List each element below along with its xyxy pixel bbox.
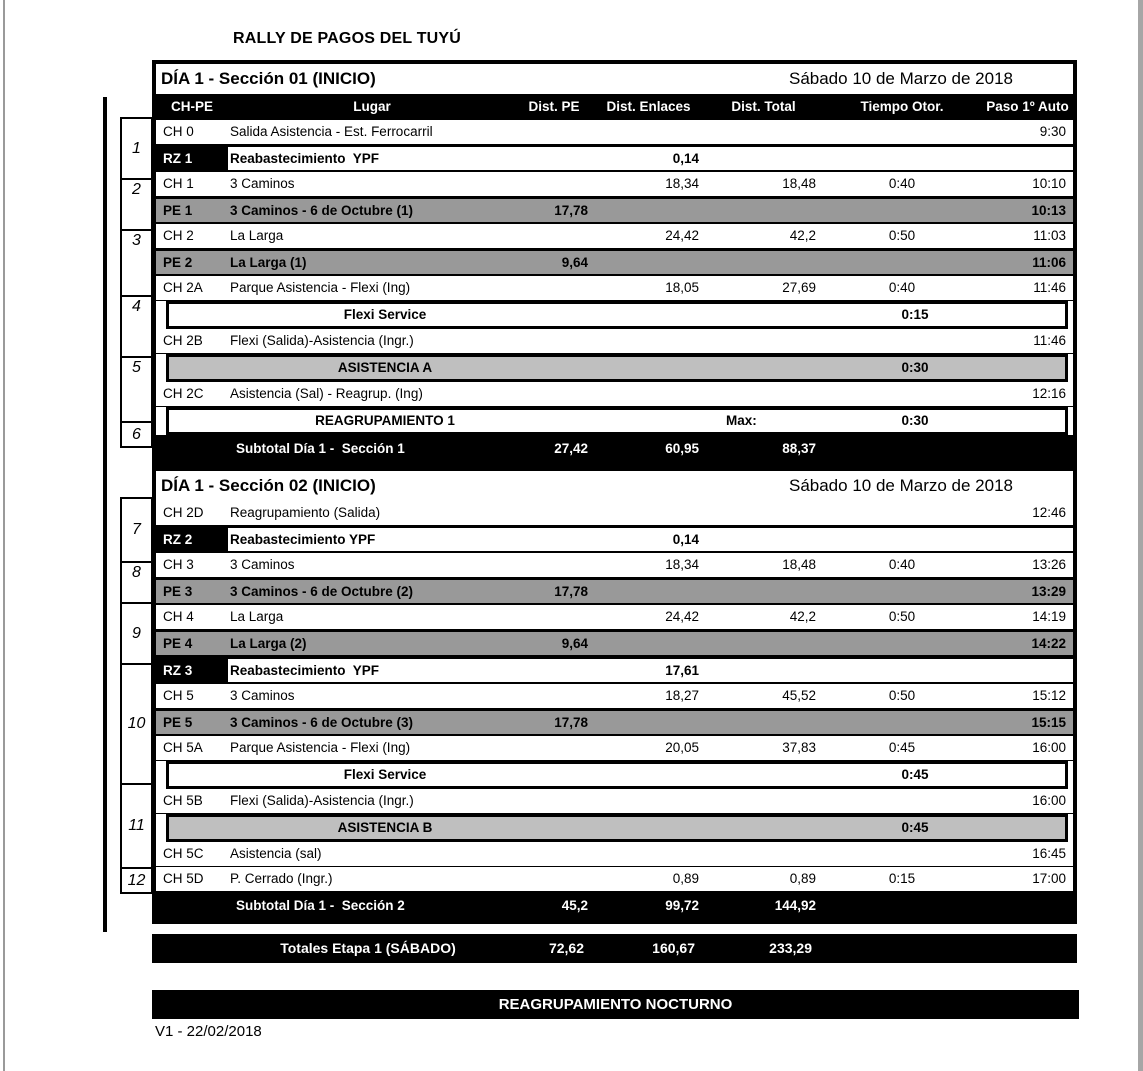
cell-tiempo-otor — [822, 147, 982, 170]
cell-lugar: Subtotal Día 1 - Sección 1 — [228, 435, 516, 463]
cell-dist-total — [718, 357, 835, 379]
row-subtotal — [156, 435, 1073, 463]
column-header-cell-dist-total: Dist. Total — [731, 99, 796, 114]
cell-lugar: Asistencia (Sal) - Reagrup. (Ing) — [230, 386, 423, 401]
cell-dist-enlaces: 18,34 — [665, 557, 699, 572]
cell-dist-enlaces — [605, 357, 718, 379]
cell-ch-pe: PE 2 — [156, 251, 228, 274]
cell-paso-1-auto — [982, 435, 1073, 463]
cell-lugar: Reabastecimiento YPF — [230, 532, 376, 547]
cell-ch-pe — [156, 892, 228, 920]
cell-lugar: Salida Asistencia - Est. Ferrocarril — [230, 124, 433, 139]
cell-dist-total — [718, 304, 835, 326]
cell-lugar: Flexi Service — [343, 307, 427, 322]
cell-ch-pe — [169, 764, 241, 786]
cell-dist-total — [718, 817, 835, 839]
cell-lugar: Parque Asistencia - Flexi (Ing) — [230, 280, 411, 295]
cell-dist-pe: 17,78 — [516, 580, 592, 603]
cell-tiempo-otor — [822, 528, 982, 551]
row-ch-1 — [156, 172, 1073, 197]
row-asistencia — [166, 814, 1068, 842]
cell-dist-pe — [516, 120, 592, 144]
cell-ch-pe: CH 2C — [163, 386, 204, 401]
margin-number-box-3: 3 — [120, 229, 153, 297]
cell-dist-pe: 72,62 — [548, 940, 584, 956]
cell-paso-1-auto: 9:30 — [1039, 124, 1066, 139]
cell-dist-pe: 9,64 — [516, 632, 592, 655]
cell-ch-pe: CH 2B — [163, 333, 203, 348]
cell-ch-pe: CH 5B — [163, 793, 203, 808]
cell-dist-total: 42,2 — [789, 228, 816, 243]
cell-dist-total — [705, 501, 822, 525]
cell-dist-total: Max: — [726, 413, 757, 428]
cell-paso-1-auto — [995, 764, 1065, 786]
row-ch-5c — [156, 842, 1073, 867]
cell-ch-pe: CH 5D — [163, 871, 204, 886]
row-service — [166, 301, 1068, 329]
section-title: DÍA 1 - Sección 02 (INICIO) — [161, 476, 376, 495]
cell-lugar: La Larga — [230, 228, 284, 243]
page-left-edge — [3, 0, 5, 1071]
cell-dist-enlaces: 99,72 — [592, 892, 705, 920]
cell-tiempo-otor — [822, 711, 982, 734]
cell-dist-enlaces: 24,42 — [665, 609, 699, 624]
row-asistencia — [166, 354, 1068, 382]
cell-tiempo-otor: 0:45 — [888, 740, 916, 755]
cell-dist-enlaces: 18,05 — [665, 280, 699, 295]
cell-tiempo-otor — [822, 659, 982, 682]
cell-lugar: Reabastecimiento YPF — [230, 151, 380, 166]
cell-dist-enlaces — [592, 199, 705, 222]
cell-tiempo-otor — [822, 251, 982, 274]
document-title: RALLY DE PAGOS DEL TUYÚ — [233, 30, 462, 47]
cell-tiempo-otor — [818, 934, 978, 963]
cell-lugar: La Larga (1) — [228, 251, 516, 274]
cell-dist-total: 18,48 — [782, 557, 816, 572]
row-pe-3 — [156, 578, 1073, 605]
row-pe-1 — [156, 197, 1073, 224]
row-ch-5b — [156, 789, 1073, 814]
cell-tiempo-otor — [822, 632, 982, 655]
cell-paso-1-auto: 15:15 — [982, 711, 1073, 734]
cell-dist-pe — [516, 659, 592, 682]
cell-dist-pe — [516, 528, 592, 551]
cell-dist-enlaces — [592, 842, 705, 866]
row-ch-4 — [156, 605, 1073, 630]
row-ch-2c — [156, 382, 1073, 407]
margin-number-box-12: 12 — [120, 867, 153, 894]
cell-ch-pe: PE 1 — [156, 199, 228, 222]
row-pe-5 — [156, 709, 1073, 736]
cell-dist-enlaces — [592, 251, 705, 274]
cell-lugar: ASISTENCIA A — [241, 357, 529, 379]
cell-dist-pe — [516, 553, 592, 577]
cell-tiempo-otor: 0:50 — [888, 228, 916, 243]
column-header-cell-tiempo-otor: Tiempo Otor. — [860, 99, 944, 114]
cell-paso-1-auto: 11:06 — [982, 251, 1073, 274]
cell-dist-enlaces: 160,67 — [652, 940, 695, 956]
cell-paso-1-auto: 13:29 — [982, 580, 1073, 603]
section-header — [156, 64, 1073, 94]
cell-dist-pe: 45,2 — [516, 892, 592, 920]
row-ch-5a — [156, 736, 1073, 761]
cell-paso-1-auto: 11:46 — [1033, 280, 1066, 295]
cell-dist-pe — [529, 764, 605, 786]
cell-dist-total — [705, 842, 822, 866]
cell-dist-pe: 27,42 — [516, 435, 592, 463]
cell-lugar: Flexi (Salida)-Asistencia (Ingr.) — [230, 793, 414, 808]
cell-dist-total: 37,83 — [782, 740, 816, 755]
cell-dist-pe — [516, 147, 592, 170]
cell-ch-pe — [169, 357, 241, 379]
cell-dist-pe — [516, 789, 592, 813]
cell-dist-enlaces — [592, 329, 705, 353]
cell-dist-enlaces — [605, 764, 718, 786]
row-service — [166, 761, 1068, 789]
cell-tiempo-otor — [822, 892, 982, 920]
cell-dist-enlaces: 0,89 — [672, 871, 699, 886]
cell-ch-pe: CH 1 — [163, 176, 194, 191]
section-header — [156, 471, 1073, 501]
cell-dist-total — [705, 199, 822, 222]
cell-paso-1-auto: 16:00 — [1032, 793, 1066, 808]
cell-paso-1-auto: 16:00 — [1032, 740, 1066, 755]
cell-dist-enlaces — [592, 501, 705, 525]
cell-dist-total: 18,48 — [782, 176, 816, 191]
cell-paso-1-auto: 16:45 — [1032, 846, 1066, 861]
cell-ch-pe: PE 4 — [156, 632, 228, 655]
section-date: Sábado 10 de Marzo de 2018 — [788, 476, 1013, 495]
cell-lugar: 3 Caminos - 6 de Octubre (3) — [228, 711, 516, 734]
cell-ch-pe: CH 5A — [163, 740, 203, 755]
cell-paso-1-auto: 11:03 — [1033, 228, 1066, 243]
cell-dist-total — [705, 789, 822, 813]
row-rz-1 — [156, 145, 1073, 172]
cell-dist-pe — [516, 867, 592, 891]
cell-paso-1-auto: 14:19 — [1032, 609, 1066, 624]
cell-lugar: 3 Caminos - 6 de Octubre (1) — [228, 199, 516, 222]
row-ch-5 — [156, 684, 1073, 709]
cell-paso-1-auto — [995, 304, 1065, 326]
cell-lugar: 3 Caminos — [230, 176, 295, 191]
night-regroup-banner: REAGRUPAMIENTO NOCTURNO — [152, 990, 1079, 1019]
cell-dist-total: 0,89 — [789, 871, 816, 886]
cell-dist-enlaces: 17,61 — [665, 663, 699, 678]
cell-dist-enlaces: 0,14 — [672, 151, 699, 166]
margin-number-box-4: 4 — [120, 295, 153, 358]
cell-paso-1-auto: 10:10 — [1032, 176, 1066, 191]
cell-paso-1-auto: 17:00 — [1032, 871, 1066, 886]
cell-lugar: Reabastecimiento YPF — [230, 663, 380, 678]
cell-dist-enlaces: 24,42 — [665, 228, 699, 243]
cell-dist-pe — [516, 605, 592, 629]
cell-paso-1-auto: 11:46 — [1033, 333, 1066, 348]
cell-paso-1-auto: 14:22 — [982, 632, 1073, 655]
cell-lugar: Parque Asistencia - Flexi (Ing) — [230, 740, 411, 755]
cell-dist-total: 45,52 — [782, 688, 816, 703]
cell-tiempo-otor: 0:45 — [835, 817, 995, 839]
cell-tiempo-otor: 0:30 — [901, 413, 929, 428]
cell-ch-pe — [169, 817, 241, 839]
row-pe-2 — [156, 249, 1073, 276]
cell-dist-total: 144,92 — [705, 892, 822, 920]
cell-paso-1-auto — [995, 357, 1065, 379]
cell-paso-1-auto — [982, 892, 1073, 920]
cell-dist-total — [705, 251, 822, 274]
cell-paso-1-auto: 10:13 — [982, 199, 1073, 222]
cell-tiempo-otor: 0:30 — [835, 357, 995, 379]
cell-dist-pe — [529, 410, 605, 432]
cell-ch-pe: RZ 2 — [156, 528, 228, 551]
itinerary-table-section-2 — [152, 467, 1077, 924]
cell-dist-pe — [516, 329, 592, 353]
cell-paso-1-auto — [995, 410, 1065, 432]
cell-dist-total — [705, 329, 822, 353]
cell-dist-enlaces — [592, 580, 705, 603]
cell-tiempo-otor — [822, 789, 982, 813]
cell-ch-pe: CH 2 — [163, 228, 194, 243]
cell-tiempo-otor: 0:15 — [888, 871, 916, 886]
cell-dist-total — [705, 632, 822, 655]
cell-paso-1-auto — [982, 147, 1073, 170]
cell-lugar: La Larga (2) — [228, 632, 516, 655]
row-ch-3 — [156, 553, 1073, 578]
cell-lugar: 3 Caminos - 6 de Octubre (2) — [228, 580, 516, 603]
cell-lugar: ASISTENCIA B — [241, 817, 529, 839]
cell-tiempo-otor — [822, 580, 982, 603]
cell-dist-pe — [529, 817, 605, 839]
cell-dist-pe — [516, 382, 592, 406]
cell-dist-pe — [516, 224, 592, 248]
cell-lugar: La Larga — [230, 609, 284, 624]
cell-ch-pe — [169, 304, 241, 326]
cell-dist-pe — [516, 501, 592, 525]
margin-number-box-1: 1 — [120, 117, 153, 180]
totals-label: Totales Etapa 1 (SÁBADO) — [280, 940, 456, 956]
cell-tiempo-otor: 0:15 — [901, 307, 929, 322]
margin-number-box-10: 10 — [120, 663, 153, 785]
cell-tiempo-otor — [822, 199, 982, 222]
version-label: V1 - 22/02/2018 — [155, 1023, 262, 1040]
margin-number-box-5: 5 — [120, 356, 153, 423]
cell-dist-enlaces: 18,27 — [665, 688, 699, 703]
cell-tiempo-otor: 0:45 — [901, 767, 929, 782]
cell-dist-enlaces — [605, 304, 718, 326]
cell-lugar: Flexi (Salida)-Asistencia (Ingr.) — [230, 333, 414, 348]
margin-number-box-6: 6 — [120, 421, 153, 448]
row-pe-4 — [156, 630, 1073, 657]
cell-ch-pe: RZ 3 — [156, 659, 228, 682]
column-header-cell-paso-1-auto: Paso 1º Auto — [986, 99, 1069, 114]
cell-dist-pe: 17,78 — [516, 199, 592, 222]
cell-dist-total — [705, 659, 822, 682]
cell-ch-pe: CH 5C — [163, 846, 204, 861]
cell-ch-pe: PE 3 — [156, 580, 228, 603]
cell-tiempo-otor: 0:50 — [888, 609, 916, 624]
cell-tiempo-otor: 0:40 — [888, 176, 916, 191]
cell-dist-enlaces: 20,05 — [665, 740, 699, 755]
cell-paso-1-auto: 15:12 — [1032, 688, 1066, 703]
cell-paso-1-auto — [982, 528, 1073, 551]
cell-dist-enlaces — [592, 789, 705, 813]
cell-paso-1-auto — [978, 934, 1077, 963]
cell-paso-1-auto — [982, 659, 1073, 682]
cell-ch-pe: CH 0 — [163, 124, 194, 139]
cell-lugar: Flexi Service — [343, 767, 427, 782]
cell-paso-1-auto — [995, 817, 1065, 839]
cell-dist-total — [705, 120, 822, 144]
column-header-cell-dist-enlaces: Dist. Enlaces — [606, 99, 691, 114]
cell-ch-pe: PE 5 — [156, 711, 228, 734]
cell-dist-pe — [516, 172, 592, 196]
cell-lugar: REAGRUPAMIENTO 1 — [315, 413, 455, 428]
cell-dist-pe: 9,64 — [516, 251, 592, 274]
row-ch-5d — [156, 867, 1073, 892]
cell-dist-total: 88,37 — [705, 435, 822, 463]
itinerary-table-section-1 — [152, 60, 1077, 467]
cell-tiempo-otor — [822, 120, 982, 144]
cell-tiempo-otor — [822, 501, 982, 525]
row-ch-2a — [156, 276, 1073, 301]
column-header-cell-ch-pe: CH-PE — [170, 99, 213, 114]
cell-tiempo-otor: 0:40 — [888, 280, 916, 295]
cell-lugar: Subtotal Día 1 - Sección 2 — [228, 892, 516, 920]
cell-dist-total — [718, 764, 835, 786]
cell-dist-enlaces — [592, 632, 705, 655]
cell-dist-pe — [529, 357, 605, 379]
cell-ch-pe: CH 2D — [163, 505, 204, 520]
cell-dist-pe — [516, 842, 592, 866]
cell-dist-enlaces — [592, 120, 705, 144]
left-margin-rule — [103, 97, 107, 932]
cell-ch-pe: RZ 1 — [156, 147, 228, 170]
cell-dist-pe — [529, 304, 605, 326]
cell-tiempo-otor — [822, 329, 982, 353]
cell-dist-total: 27,69 — [782, 280, 816, 295]
page-right-edge — [1138, 0, 1143, 1071]
cell-tiempo-otor — [822, 435, 982, 463]
row-rz-3 — [156, 657, 1073, 684]
cell-dist-enlaces: 60,95 — [592, 435, 705, 463]
column-header-cell-lugar: Lugar — [353, 99, 391, 114]
cell-dist-total: 233,29 — [769, 940, 812, 956]
section-date: Sábado 10 de Marzo de 2018 — [788, 69, 1013, 88]
cell-dist-pe — [516, 736, 592, 760]
cell-tiempo-otor — [822, 382, 982, 406]
cell-dist-enlaces — [592, 382, 705, 406]
cell-dist-enlaces — [605, 410, 718, 432]
margin-number-box-2: 2 — [120, 178, 153, 231]
cell-dist-enlaces — [592, 711, 705, 734]
cell-dist-enlaces — [605, 817, 718, 839]
cell-tiempo-otor — [822, 842, 982, 866]
row-ch-2 — [156, 224, 1073, 249]
row-rz-2 — [156, 526, 1073, 553]
cell-ch-pe — [156, 435, 228, 463]
margin-number-box-11: 11 — [120, 783, 153, 869]
column-header-row — [156, 94, 1073, 120]
margin-number-box-8: 8 — [120, 561, 153, 604]
column-header-cell-dist-pe: Dist. PE — [528, 99, 580, 114]
row-ch-2d — [156, 501, 1073, 526]
cell-dist-pe: 17,78 — [516, 711, 592, 734]
cell-ch-pe: CH 2A — [163, 280, 203, 295]
cell-dist-enlaces: 0,14 — [672, 532, 699, 547]
cell-dist-total — [705, 528, 822, 551]
cell-ch-pe: CH 4 — [163, 609, 194, 624]
cell-dist-enlaces: 18,34 — [665, 176, 699, 191]
cell-ch-pe: CH 3 — [163, 557, 194, 572]
cell-lugar: Reagrupamiento (Salida) — [230, 505, 381, 520]
cell-dist-pe — [516, 276, 592, 300]
row-subtotal — [156, 892, 1073, 920]
cell-dist-total — [705, 580, 822, 603]
cell-lugar: 3 Caminos — [230, 688, 295, 703]
cell-lugar: 3 Caminos — [230, 557, 295, 572]
cell-dist-total — [705, 147, 822, 170]
section-title: DÍA 1 - Sección 01 (INICIO) — [161, 69, 376, 88]
totals-row — [152, 934, 1077, 963]
cell-dist-pe — [516, 684, 592, 708]
cell-tiempo-otor: 0:50 — [888, 688, 916, 703]
row-ch-0 — [156, 120, 1073, 145]
row-ch-2b — [156, 329, 1073, 354]
cell-dist-total: 42,2 — [789, 609, 816, 624]
row-reagrupamiento — [166, 407, 1068, 435]
cell-ch-pe — [169, 410, 241, 432]
margin-number-box-7: 7 — [120, 497, 153, 563]
cell-dist-total — [705, 382, 822, 406]
cell-tiempo-otor: 0:40 — [888, 557, 916, 572]
cell-ch-pe: CH 5 — [163, 688, 194, 703]
cell-paso-1-auto: 13:26 — [1032, 557, 1066, 572]
cell-lugar: Asistencia (sal) — [230, 846, 322, 861]
cell-ch-pe — [152, 934, 224, 963]
cell-paso-1-auto: 12:16 — [1032, 386, 1066, 401]
margin-number-box-9: 9 — [120, 602, 153, 665]
cell-paso-1-auto: 12:46 — [1032, 505, 1066, 520]
cell-dist-total — [705, 711, 822, 734]
cell-lugar: P. Cerrado (Ingr.) — [230, 871, 333, 886]
